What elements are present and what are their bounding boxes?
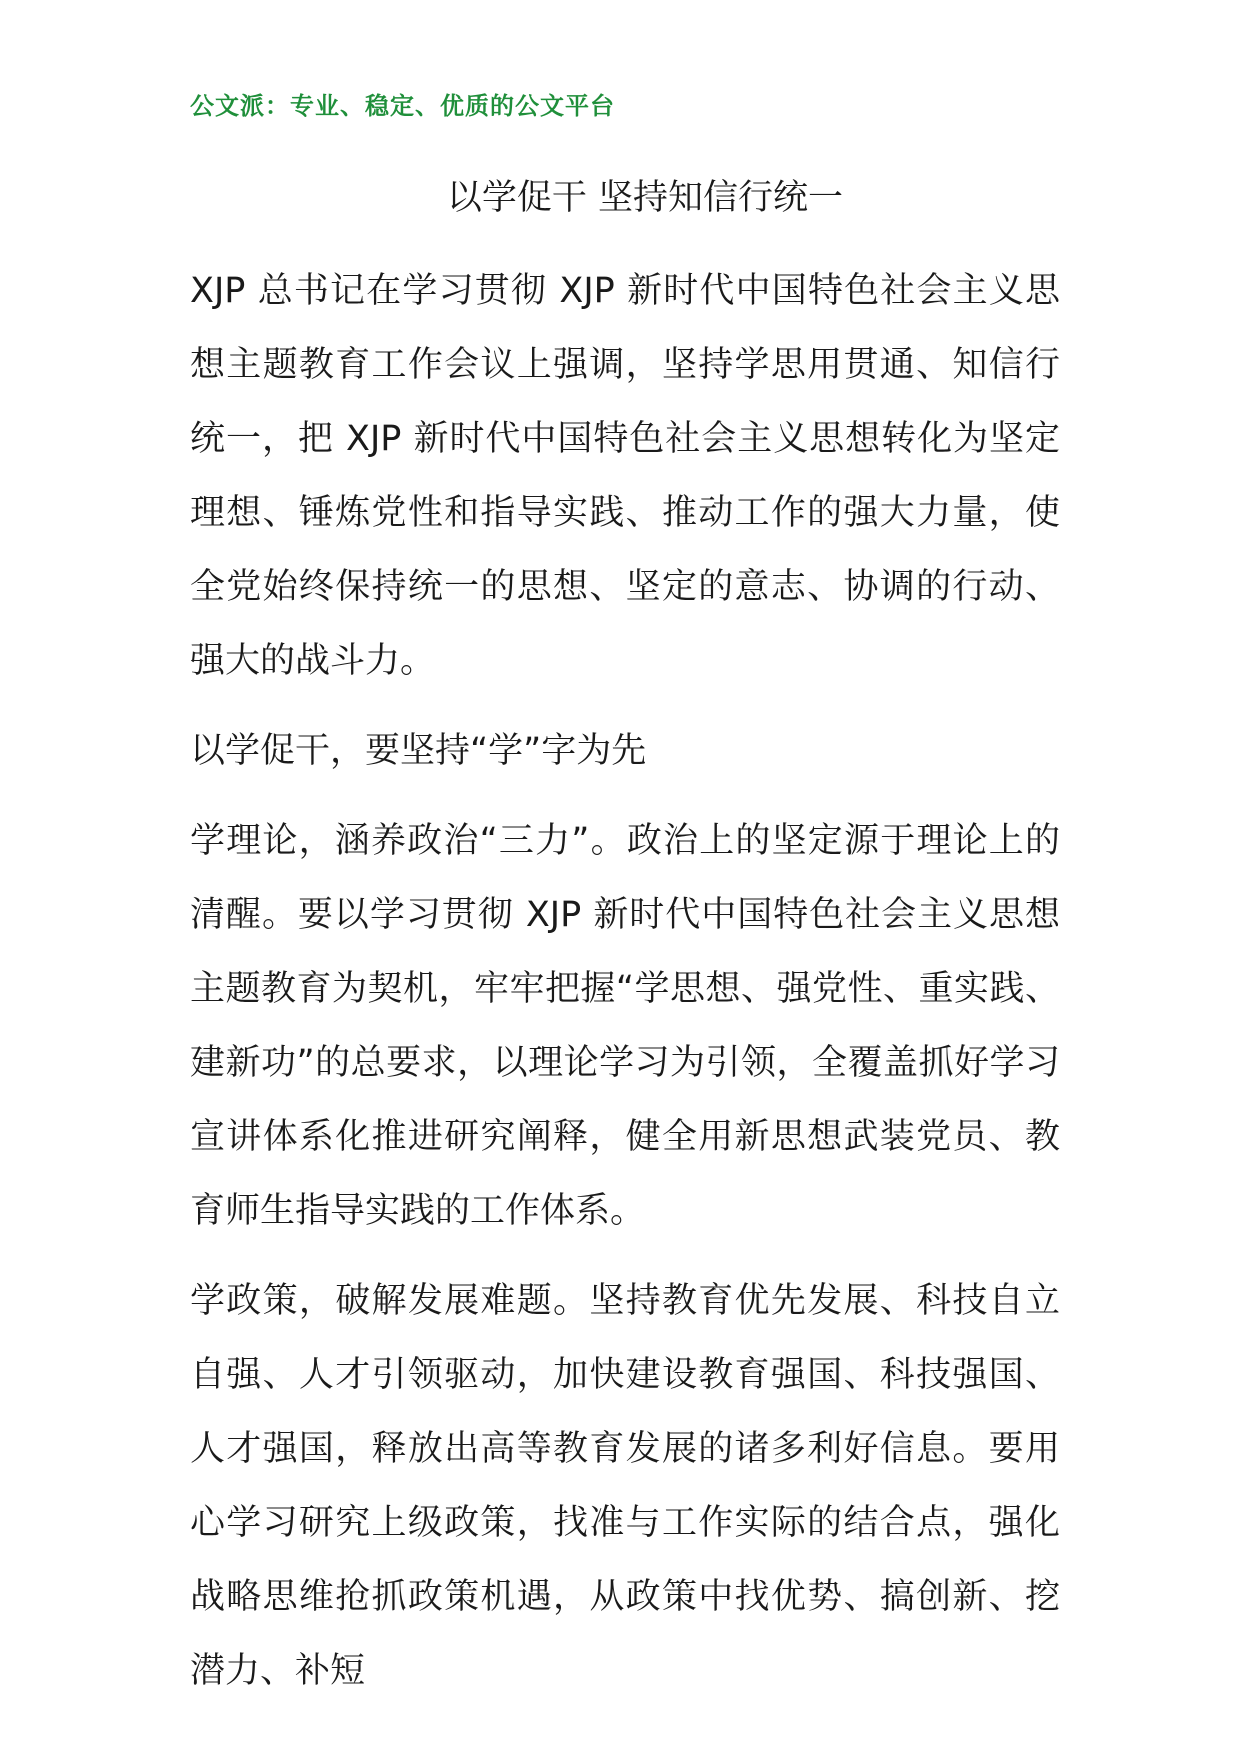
document-body [190,254,1060,1724]
document-title: 以学促干 坚持知信行统一 [446,178,844,218]
paragraph-theory: 学理论，涵养政治“三力”。政治上的坚定源于理论上的清醒。要以学习贯彻 XJP 新时代中国特色社会主义思想主题教育为契机，牢牢把握“学思想、强党性、重实践、建新功”的总要求，以理论学习为引领，全覆盖抓好学习宣讲体系化推进研究阐释，健全用新思想武装党员、教育师生指导实践的工作体系。 [190,821,1060,1231]
intro-paragraph: XJP 总书记在学习贯彻 XJP 新时代中国特色社会主义思想主题教育工作会议上强调，坚持学思用贯通、知信行统一，把 XJP 新时代中国特色社会主义思想转化为坚定理想、锤炼党性和指导实践、推动工作的强大力量，使全党始终保持统一的思想、坚定的意志、协调的行动、强大的战斗力。 [190,271,1060,681]
paragraph-policy: 学政策，破解发展难题。坚持教育优先发展、科技自立自强、人才引领驱动，加快建设教育强国、科技强国、人才强国，释放出高等教育发展的诸多利好信息。要用心学习研究上级政策，找准与工作实际的结合点，强化战略思维抢抓政策机遇，从政策中找优势、搞创新、挖潜力、补短 [190,1281,1060,1691]
header-brand: 公文派：专业、稳定、优质的公文平台 [190,92,615,120]
section-heading: 以学促干，要坚持“学”字为先 [190,731,647,771]
